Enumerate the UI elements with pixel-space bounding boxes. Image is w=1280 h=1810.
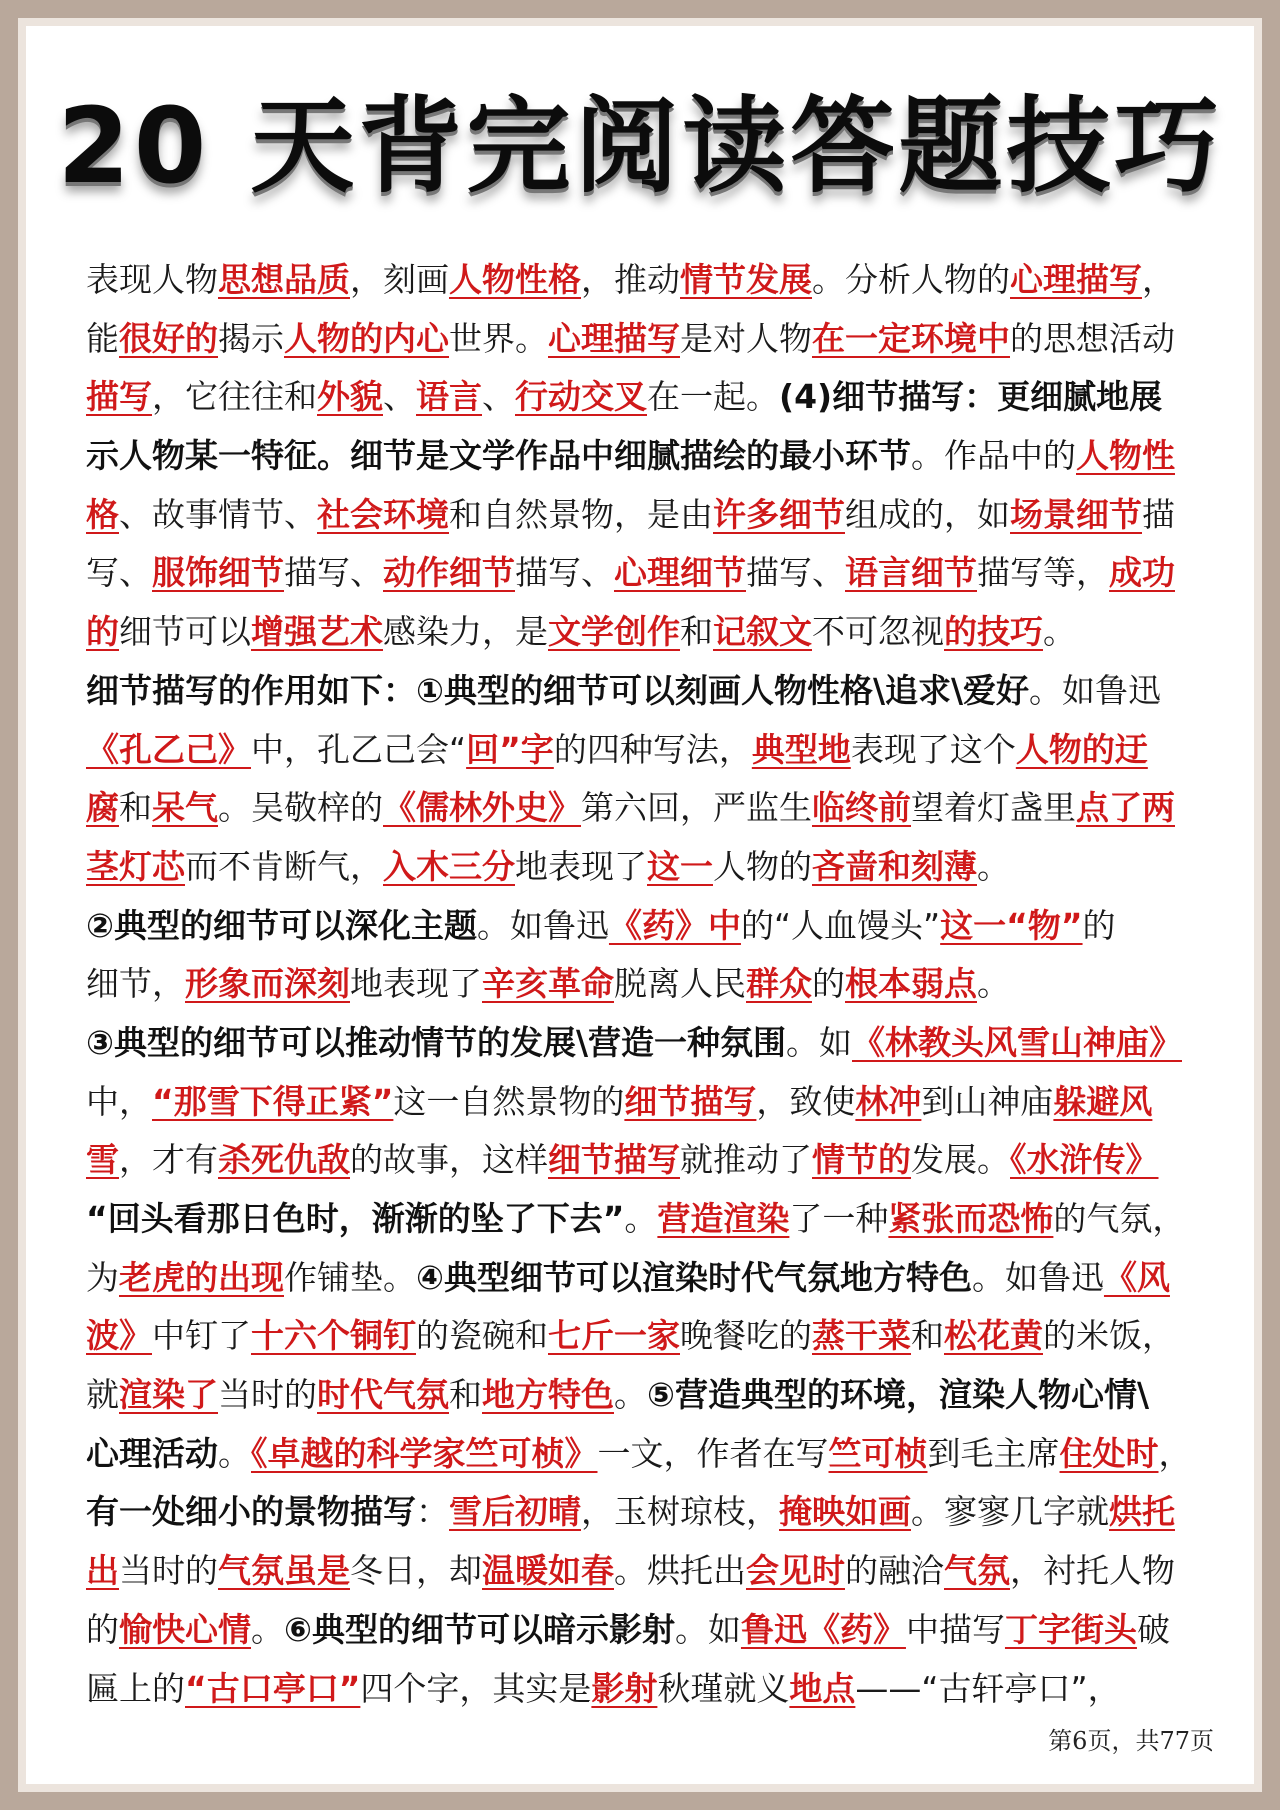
highlighted-term: 格: [86, 494, 119, 534]
text-segment: 中描写: [905, 1609, 1005, 1649]
text-segment: 脱离人民: [614, 964, 746, 1004]
highlighted-term: 语言: [416, 377, 482, 417]
text-segment: 描写等，: [977, 553, 1109, 593]
highlighted-term: 记叙文: [713, 612, 812, 652]
highlighted-term: 茎灯芯: [86, 846, 185, 886]
highlighted-term: 群众: [746, 964, 812, 1004]
highlighted-term: 竺可桢: [828, 1433, 928, 1473]
highlighted-term: 人物性格: [449, 260, 581, 299]
highlighted-term: 这一“物”: [940, 905, 1083, 945]
text-segment: 就: [86, 1375, 119, 1415]
text-line: [86, 1660, 1226, 1719]
highlighted-term: 人物的内心: [284, 318, 449, 358]
text-segment: 和: [119, 788, 152, 828]
highlighted-term: 《卓越的科学家竺可桢》: [251, 1433, 598, 1473]
highlighted-term: 老虎的出现: [119, 1257, 284, 1297]
highlighted-term: 时代气氛: [317, 1375, 449, 1415]
text-segment: 。寥寥几字就: [911, 1492, 1109, 1532]
highlighted-term: 松花黄: [944, 1316, 1043, 1356]
text-segment: 。: [218, 1433, 251, 1473]
text-line: [86, 310, 1226, 369]
text-segment: 的思想活动: [1010, 318, 1175, 358]
highlighted-term: 鲁迅《药》: [740, 1609, 906, 1649]
text-segment: 匾上的: [86, 1668, 185, 1708]
highlighted-term: 躲避风: [1053, 1081, 1153, 1121]
highlighted-term: 人物性: [1076, 436, 1175, 476]
text-line: [86, 662, 1226, 721]
highlighted-term: 情节发展: [680, 260, 812, 299]
text-segment: 的: [86, 1609, 119, 1649]
text-segment: 。如鲁迅: [971, 1257, 1104, 1297]
bold-text-segment: ④典型细节可以渲染时代气氛地方特色: [416, 1257, 972, 1297]
text-segment: 的米饭，: [1043, 1316, 1175, 1356]
text-segment: 望着灯盏里: [911, 788, 1076, 828]
text-segment: 和自然景物，是由: [449, 494, 713, 534]
highlighted-term: 心理细节: [614, 553, 746, 593]
highlighted-term: 形象而深刻: [185, 964, 350, 1004]
text-segment: 的气氛，: [1053, 1199, 1186, 1238]
highlighted-term: 蒸干菜: [812, 1316, 911, 1356]
text-line: [86, 1366, 1226, 1425]
text-segment: 当时的: [119, 1551, 218, 1591]
text-segment: 表现了这个: [850, 729, 1016, 769]
bold-text-segment: ③典型的细节可以推动情节的发展\营造一种氛围: [86, 1022, 786, 1062]
highlighted-term: 动作细节: [383, 553, 515, 593]
bold-text-segment: ⑤营造典型的环境，渲染人物心情\: [647, 1375, 1149, 1415]
highlighted-term: “那雪下得正紧”: [152, 1081, 394, 1121]
text-segment: 。作品中的: [911, 436, 1076, 476]
text-line: [86, 251, 1226, 310]
text-line: [86, 1190, 1226, 1249]
text-line: [86, 1307, 1226, 1366]
text-line: [86, 779, 1226, 838]
highlighted-term: 丁字街头: [1004, 1609, 1137, 1649]
highlighted-term: 《儒林外史》: [383, 788, 581, 828]
bold-text-segment: 心理活动: [86, 1433, 218, 1473]
highlighted-term: 雪: [86, 1140, 119, 1180]
text-segment: ，: [1142, 260, 1175, 299]
text-segment: 就推动了: [680, 1140, 812, 1180]
text-segment: ，致使: [756, 1081, 856, 1121]
highlighted-term: 人物的迂: [1015, 729, 1148, 769]
highlighted-term: 温暖如春: [482, 1551, 614, 1591]
highlighted-term: 辛亥革命: [482, 964, 614, 1004]
text-segment: 。: [251, 1609, 284, 1649]
text-segment: 了一种: [789, 1199, 889, 1238]
text-segment: ，它往往和: [152, 377, 317, 417]
highlighted-term: 杀死仇敌: [218, 1140, 350, 1180]
highlighted-term: 呆气: [152, 788, 218, 828]
text-segment: 中钉了: [152, 1316, 251, 1356]
text-segment: 作铺垫。: [284, 1257, 416, 1297]
bold-text-segment: ⑥典型的细节可以暗示影射: [284, 1609, 675, 1649]
text-segment: 和: [449, 1375, 482, 1415]
text-segment: 的四种写法，: [553, 729, 752, 769]
highlighted-term: 典型地: [751, 729, 851, 769]
highlighted-term: 地点: [789, 1668, 856, 1708]
highlighted-term: 细节描写: [548, 1140, 680, 1180]
text-segment: 。: [1043, 612, 1076, 652]
text-segment: ——“古轩亭口”，: [855, 1668, 1121, 1708]
text-segment: ，刻画: [350, 260, 449, 299]
highlighted-term: 增强艺术: [251, 612, 383, 652]
highlighted-term: 这一: [647, 846, 713, 886]
text-segment: 的融洽: [845, 1551, 944, 1591]
highlighted-term: 气氛虽是: [218, 1551, 350, 1591]
text-segment: ：: [416, 1492, 449, 1532]
text-segment: 。: [977, 964, 1010, 1004]
text-segment: 为: [86, 1257, 119, 1297]
highlighted-term: 住处时: [1059, 1433, 1159, 1473]
text-segment: 表现人物: [86, 260, 218, 299]
text-segment: 的故事，这样: [350, 1140, 548, 1180]
text-segment: 揭示: [218, 318, 284, 358]
text-segment: 、故事情节、: [119, 494, 317, 534]
text-segment: 。如: [786, 1022, 852, 1062]
text-segment: 地表现了: [515, 846, 647, 886]
body-text: [86, 251, 1226, 1718]
highlighted-term: 营造渲染: [657, 1199, 790, 1238]
text-segment: 冬日，却: [350, 1551, 482, 1591]
text-line: [86, 1131, 1226, 1190]
text-line: [86, 1249, 1226, 1308]
text-line: [86, 1542, 1226, 1601]
highlighted-term: 《风: [1103, 1257, 1170, 1297]
text-segment: 破: [1136, 1609, 1170, 1649]
highlighted-term: 描写: [86, 377, 152, 417]
highlighted-term: 《孔乙己》: [86, 729, 251, 769]
text-segment: 写、: [86, 553, 152, 593]
highlighted-term: 在一定环境中: [812, 318, 1010, 358]
text-segment: 秋瑾就义: [657, 1668, 790, 1708]
text-segment: 描: [1142, 494, 1175, 534]
page-title: 20 天背完阅读答题技巧: [57, 85, 1223, 207]
text-segment: 细节，: [86, 964, 185, 1004]
text-segment: 能: [86, 318, 119, 358]
page-number: 第6页，共77页: [1048, 1727, 1214, 1755]
highlighted-term: 地方特色: [482, 1375, 614, 1415]
highlighted-term: 林冲: [855, 1081, 922, 1121]
highlighted-term: 外貌: [317, 377, 383, 417]
text-segment: 和: [680, 612, 713, 652]
bold-text-segment: ②典型的细节可以深化主题: [86, 905, 477, 945]
text-segment: 到毛主席: [927, 1433, 1060, 1473]
highlighted-term: 根本弱点: [845, 964, 977, 1004]
text-segment: 细节可以: [119, 612, 251, 652]
bold-text-segment: (4)细节描写：更细腻地展: [779, 377, 1163, 417]
text-segment: 是对人物: [680, 318, 812, 358]
text-segment: 的“人血馒头”: [740, 905, 941, 945]
highlighted-term: 十六个铜钉: [251, 1316, 416, 1356]
text-segment: 。如: [674, 1609, 741, 1649]
highlighted-term: 场景细节: [1010, 494, 1142, 534]
text-segment: 当时的: [218, 1375, 317, 1415]
text-line: [86, 1014, 1226, 1073]
text-segment: 组成的，如: [845, 494, 1010, 534]
text-segment: 的瓷碗和: [416, 1316, 548, 1356]
text-segment: 。: [624, 1199, 658, 1238]
text-segment: 四个字，其实是: [360, 1668, 592, 1708]
text-segment: 世界。: [449, 318, 548, 358]
text-segment: 。: [614, 1375, 647, 1415]
text-segment: 。分析人物的: [812, 260, 1010, 299]
highlighted-term: 文学创作: [548, 612, 680, 652]
highlighted-term: 掩映如画: [779, 1492, 911, 1532]
text-segment: 。烘托出: [614, 1551, 746, 1591]
highlighted-term: 《药》中: [608, 905, 741, 945]
highlighted-term: 成功: [1109, 553, 1175, 593]
text-segment: ，推动: [581, 260, 680, 299]
text-segment: 。: [977, 846, 1010, 886]
text-segment: 在一起。: [647, 377, 779, 417]
text-segment: 地表现了: [350, 964, 482, 1004]
text-line: [86, 1425, 1226, 1484]
text-segment: 描写、: [515, 553, 614, 593]
bold-text-segment: 有一处细小的景物描写: [86, 1492, 416, 1532]
highlighted-term: 的: [86, 612, 119, 652]
text-segment: 。如鲁迅: [476, 905, 609, 945]
highlighted-term: 腐: [86, 788, 119, 828]
text-segment: 感染力，是: [383, 612, 548, 652]
highlighted-term: 愉快心情: [119, 1609, 251, 1649]
highlighted-term: 会见时: [746, 1551, 845, 1591]
highlighted-term: 影射: [591, 1668, 658, 1708]
highlighted-term: “古口亭口”: [185, 1668, 361, 1708]
highlighted-term: 出: [86, 1551, 119, 1591]
text-line: [86, 1073, 1226, 1132]
text-segment: 。如鲁迅: [1029, 670, 1162, 710]
highlighted-term: 雪后初晴: [449, 1492, 581, 1532]
text-line: [86, 897, 1226, 956]
highlighted-term: 波》: [86, 1316, 152, 1356]
highlighted-term: 心理描写: [1010, 260, 1142, 299]
text-segment: 不可忽视: [812, 612, 944, 652]
highlighted-term: 社会环境: [317, 494, 449, 534]
text-segment: 描写、: [284, 553, 383, 593]
text-line: [86, 603, 1226, 662]
text-segment: ，: [1158, 1433, 1192, 1473]
text-segment: 。吴敬梓的: [218, 788, 383, 828]
text-line: [86, 955, 1226, 1014]
highlighted-term: 很好的: [119, 318, 218, 358]
text-segment: 和: [911, 1316, 944, 1356]
text-segment: 、: [383, 377, 416, 417]
text-segment: 描写、: [746, 553, 845, 593]
document-page: [18, 18, 1262, 1792]
highlighted-term: 许多细节: [713, 494, 845, 534]
text-segment: 第六回，严监生: [581, 788, 812, 828]
text-segment: ，玉树琼枝，: [581, 1492, 779, 1532]
text-line: [86, 838, 1226, 897]
highlighted-term: 心理描写: [548, 318, 680, 358]
highlighted-term: 点了两: [1076, 788, 1175, 828]
bold-text-segment: “回头看那日色时，渐渐的坠了下去”: [86, 1199, 625, 1238]
text-line: [86, 427, 1226, 486]
highlighted-term: 思想品质: [218, 260, 350, 299]
text-segment: 的: [1082, 905, 1116, 945]
text-segment: ，衬托人物: [1010, 1551, 1175, 1591]
bold-text-segment: 细节描写的作用如下：①典型的细节可以刻画人物性格\追求\爱好: [86, 670, 1030, 710]
highlighted-term: 入木三分: [383, 846, 515, 886]
text-line: [86, 721, 1226, 780]
text-segment: 、: [482, 377, 515, 417]
highlighted-term: 《水浒传》: [1010, 1140, 1159, 1180]
bold-text-segment: 示人物某一特征。细节是文学作品中细腻描绘的最小环节: [86, 436, 911, 476]
highlighted-term: 紧张而恐怖: [888, 1199, 1054, 1238]
text-segment: 这一自然景物的: [393, 1081, 625, 1121]
text-segment: 中，孔乙己会“: [251, 729, 467, 769]
highlighted-term: 服饰细节: [152, 553, 284, 593]
text-line: [86, 1483, 1226, 1542]
text-segment: 到山神庙: [921, 1081, 1054, 1121]
text-segment: 而不肯断气，: [185, 846, 383, 886]
highlighted-term: 烘托: [1109, 1492, 1175, 1532]
highlighted-term: 临终前: [812, 788, 911, 828]
text-line: [86, 1601, 1226, 1660]
highlighted-term: 情节的: [812, 1140, 911, 1180]
highlighted-term: 《林教头风雪山神庙》: [852, 1022, 1182, 1062]
text-segment: 人物的: [713, 846, 812, 886]
text-line: [86, 544, 1226, 603]
text-line: [86, 368, 1226, 427]
text-segment: 的: [812, 964, 845, 1004]
highlighted-term: 吝啬和刻薄: [812, 846, 977, 886]
text-segment: 一文，作者在写: [597, 1433, 829, 1473]
highlighted-term: 语言细节: [845, 553, 977, 593]
text-segment: 中，: [86, 1081, 152, 1121]
highlighted-term: 的技巧: [944, 612, 1043, 652]
text-segment: ，才有: [119, 1140, 218, 1180]
text-segment: 晚餐吃的: [680, 1316, 812, 1356]
text-segment: 发展。: [911, 1140, 1010, 1180]
highlighted-term: 回”字: [466, 729, 554, 769]
highlighted-term: 渲染了: [119, 1375, 218, 1415]
highlighted-term: 气氛: [944, 1551, 1010, 1591]
text-line: [86, 486, 1226, 545]
highlighted-term: 七斤一家: [548, 1316, 680, 1356]
highlighted-term: 行动交叉: [515, 377, 647, 417]
highlighted-term: 细节描写: [624, 1081, 757, 1121]
